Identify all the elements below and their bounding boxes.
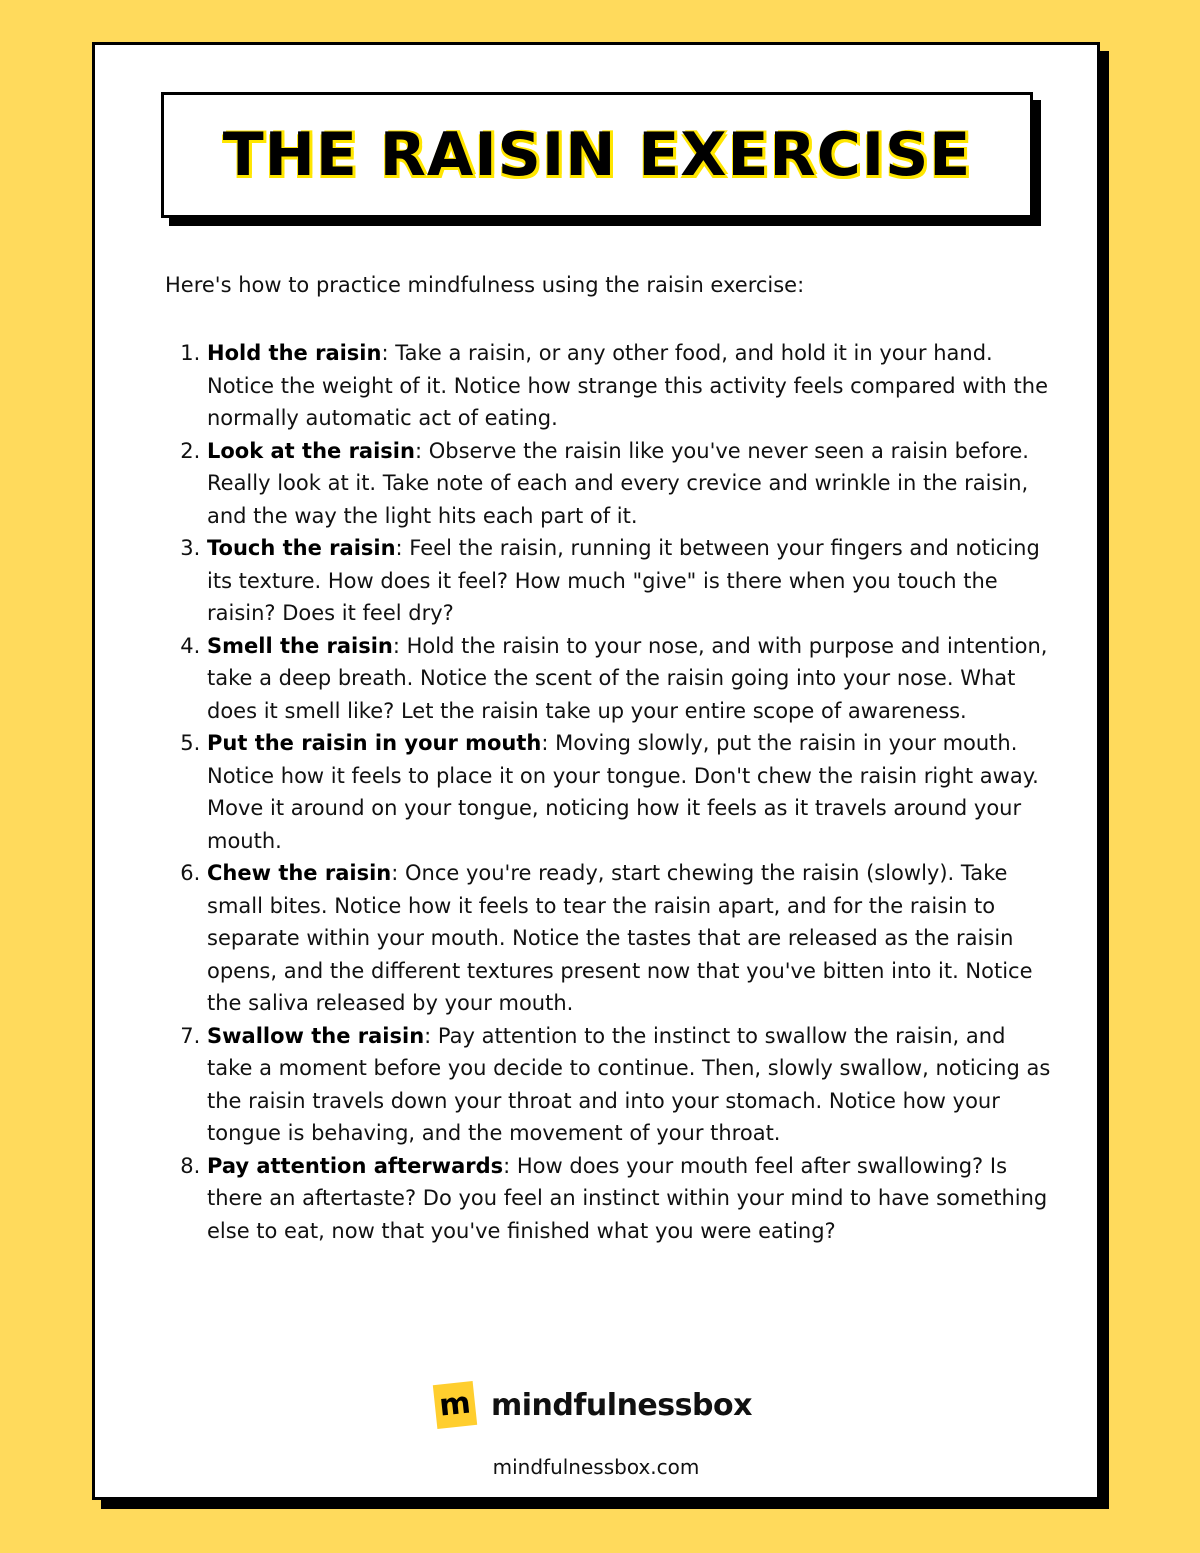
step-label: Pay attention afterwards (207, 1153, 504, 1178)
page-title: THE RAISIN EXERCISE (222, 120, 972, 190)
step-text: : Once you're ready, start chewing the raisin (slowly). Take small bites. Notice how it feels to tear the raisin apart, and for the raisin to separate within your mouth. Notice the tastes that are released as the raisin opens, and the different textures present now that you've bitten into it. Notice the saliva released by your mouth. (207, 861, 1033, 1015)
step-label: Chew the raisin (207, 861, 392, 885)
step-text: : Hold the raisin to your nose, and with purpose and intention, take a deep breath. Notice the scent of the raisin going into your nose. What does it smell like? Let the raisin take up your entire scope of awareness. (207, 633, 1048, 723)
step-label: Touch the raisin (207, 536, 396, 560)
step-label: Smell the raisin (207, 633, 393, 658)
logo-wordmark: mindfulnessbox (491, 1387, 752, 1423)
title-box (161, 92, 1033, 218)
step-text: : Observe the raisin like you've never seen a raisin before. Really look at it. Take note of each and every crevice and wrinkle in the raisin, and the way the light hits each part of it. (207, 438, 1029, 528)
logo-m-icon: m (433, 1381, 477, 1429)
list-item (207, 630, 1052, 728)
worksheet-card (92, 42, 1100, 1500)
step-label: Hold the raisin (207, 341, 382, 365)
intro-text: Here's how to practice mindfulness using the raisin exercise: (165, 273, 805, 297)
list-item (207, 857, 1052, 1020)
step-label: Look at the raisin (207, 438, 415, 463)
step-label: Put the raisin in your mouth (207, 731, 542, 755)
list-item (207, 337, 1052, 435)
steps-list (165, 337, 1052, 1247)
list-item (207, 727, 1052, 857)
brand-logo[interactable] (435, 1383, 752, 1427)
step-label: Swallow the raisin (207, 1023, 425, 1048)
list-item (207, 532, 1052, 630)
step-text: : Feel the raisin, running it between your fingers and noticing its texture. How does it feel? How much "give" is there when you touch the raisin? Does it feel dry? (207, 536, 1040, 625)
step-text: : How does your mouth feel after swallowing? Is there an aftertaste? Do you feel an instinct within your mind to have something else to eat, now that you've finished what you were eating? (207, 1153, 1048, 1243)
list-item (207, 435, 1052, 533)
list-item (207, 1150, 1052, 1248)
website-link[interactable]: mindfulnessbox.com (492, 1455, 700, 1479)
list-item (207, 1020, 1052, 1150)
step-text: : Pay attention to the instinct to swallow the raisin, and take a moment before you decide to continue. Then, slowly swallow, noticing as the raisin travels down your throat and into your stomach. Notice how your tongue is behaving, and the movement of your throat. (207, 1023, 1051, 1145)
step-text: : Moving slowly, put the raisin in your mouth. Notice how it feels to place it on your tongue. Don't chew the raisin right away. Move it around on your tongue, noticing how it feels as it travels around your mouth. (207, 731, 1039, 853)
step-text: : Take a raisin, or any other food, and hold it in your hand. Notice the weight of it. Notice how strange this activity feels compared with the normally automatic act of eating. (207, 341, 1049, 430)
